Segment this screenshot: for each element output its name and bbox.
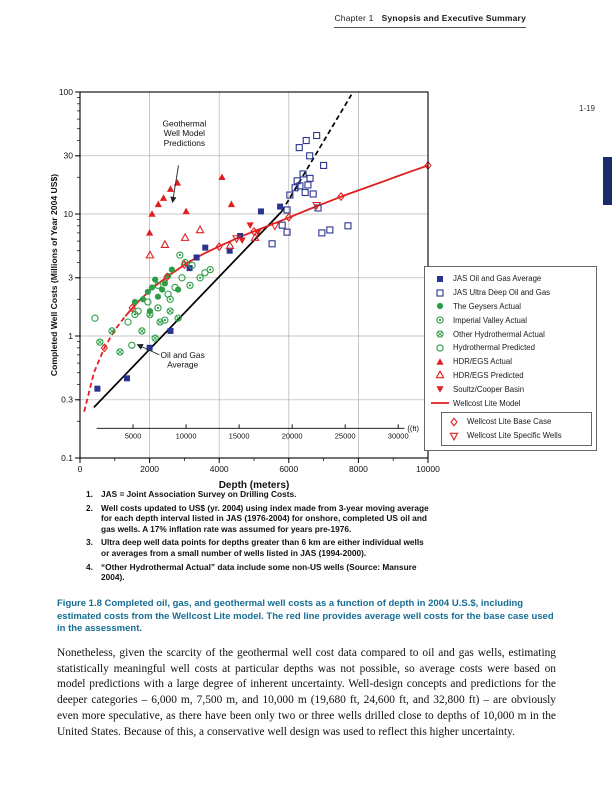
y-tick-label: 3 bbox=[68, 272, 73, 283]
circle-x-marker bbox=[438, 332, 442, 336]
open-circle-marker bbox=[125, 319, 131, 325]
legend-item-label: HDR/EGS Actual bbox=[453, 357, 512, 367]
circle-dot-marker bbox=[199, 277, 201, 279]
filled-square-marker bbox=[94, 386, 100, 392]
open-circle-marker bbox=[202, 270, 208, 276]
filled-square-marker bbox=[202, 245, 208, 251]
chart-data-points bbox=[92, 132, 431, 391]
footnote-text: “Other Hydrothermal Actual” data include some non-US wells (Source: Mansure 2004). bbox=[101, 561, 417, 583]
filled-triangle-down-marker bbox=[436, 387, 443, 394]
filled-triangle-up-marker bbox=[228, 201, 235, 208]
circle-dot-marker bbox=[439, 319, 441, 321]
open-triangle-up-icon bbox=[431, 369, 449, 381]
plot-border bbox=[80, 92, 428, 458]
legend-item bbox=[445, 415, 588, 429]
footnote-number: 3. bbox=[86, 537, 93, 548]
filled-triangle-up-marker bbox=[183, 208, 190, 215]
line-icon bbox=[431, 397, 449, 409]
legend-item-label: JAS Oil and Gas Average bbox=[453, 274, 542, 284]
footnote-item bbox=[86, 537, 432, 558]
filled-triangle-down-icon bbox=[431, 383, 449, 395]
filled-circle-marker bbox=[169, 267, 175, 273]
body-paragraph: Nonetheless, given the scarcity of the geothermal well cost data compared to oil and gas wells, estimating statistically meaningful well costs at particular depths was not possible, so average costs were based on model predictions with a large degree of inherent uncertainty. Well-design concepts and predictions for the deeper categories – 6,000 m, 7,500 m, and 10,000 m (19,680 ft, 24,600 ft, and 32,800 ft) – are obviously even more speculative, as there have been only two or three wells drilled close to depths of 10,000 m in the United States. Because of this, a conservative well design was used to reflect this higher uncertainty. bbox=[57, 647, 556, 738]
ft-tick-label: 30000 bbox=[387, 431, 409, 441]
open-square-marker bbox=[310, 191, 316, 197]
chapter-title: Synopsis and Executive Summary bbox=[381, 13, 526, 23]
x-tick-label: 6000 bbox=[279, 464, 299, 474]
filled-square-marker bbox=[258, 208, 264, 214]
filled-square-marker bbox=[437, 276, 443, 282]
open-triangle-down-icon bbox=[445, 430, 463, 442]
ft-tick-label: 10000 bbox=[175, 431, 197, 441]
ft-tick-label: 15000 bbox=[228, 431, 250, 441]
filled-circle-marker bbox=[155, 294, 161, 300]
legend-item bbox=[445, 429, 588, 443]
filled-square-marker bbox=[167, 328, 173, 334]
open-square-marker bbox=[302, 190, 308, 196]
open-square-marker bbox=[284, 207, 290, 213]
circle-dot-marker bbox=[164, 319, 166, 321]
legend-item bbox=[431, 286, 592, 300]
legend-item bbox=[431, 355, 592, 369]
open-square-marker bbox=[305, 182, 311, 188]
annotation-text: Oil and Gas bbox=[160, 350, 205, 361]
footnote-item bbox=[86, 562, 432, 583]
circle-dot-marker bbox=[157, 307, 159, 309]
open-triangle-up-marker bbox=[181, 234, 188, 241]
annotation-text: Predictions bbox=[163, 137, 206, 148]
open-square-marker bbox=[303, 138, 309, 144]
open-square-marker bbox=[321, 162, 327, 168]
footnote-text: Well costs updated to US$ (yr. 2004) using index made from 3-year moving average for each depth interval listed in JAS (1976-2004) for onshore, completed US oil and gas wells. A 17% inflation rate was assumed for years pre-1976. bbox=[101, 502, 429, 534]
open-triangle-up-marker bbox=[161, 241, 168, 248]
open-circle-marker bbox=[92, 315, 98, 321]
open-square-marker bbox=[296, 145, 302, 151]
x-tick-label: 10000 bbox=[416, 464, 440, 474]
circle-x-marker bbox=[98, 340, 102, 344]
ft-tick-label: 25000 bbox=[334, 431, 356, 441]
legend-item bbox=[431, 382, 592, 396]
figure-caption: Figure 1.8 Completed oil, gas, and geothermal well costs as a function of depth in 2004 U.S.$, including estimated costs from the Wellcost Lite model. The red line provides average well costs for the base case used in the assessment. bbox=[57, 598, 554, 635]
y-tick-label: 10 bbox=[63, 208, 73, 219]
filled-triangle-up-icon bbox=[431, 356, 449, 368]
annotation-text: Average bbox=[167, 359, 199, 370]
circle-x-marker bbox=[168, 309, 172, 313]
legend-item-label: The Geysers Actual bbox=[453, 301, 522, 311]
x-tick-label: 4000 bbox=[209, 464, 229, 474]
filled-triangle-up-marker bbox=[146, 229, 153, 236]
open-square-marker bbox=[269, 241, 275, 247]
footnote-number: 4. bbox=[86, 561, 93, 572]
open-circle-marker bbox=[145, 299, 151, 305]
open-circle-marker bbox=[437, 345, 443, 351]
ft-axis-label: {(ft) bbox=[407, 423, 420, 433]
legend-item bbox=[431, 369, 592, 383]
circle-dot-marker bbox=[189, 284, 191, 286]
filled-circle-marker bbox=[437, 303, 443, 309]
legend-item bbox=[431, 300, 592, 314]
legend-item-label: Soultz/Cooper Basin bbox=[453, 384, 525, 394]
y-axis-title: Completed Well Costs (Millions of Year 2004 US$) bbox=[49, 173, 59, 377]
filled-square-marker bbox=[277, 204, 283, 210]
open-circle-icon bbox=[431, 342, 449, 354]
filled-circle-icon bbox=[431, 300, 449, 312]
filled-triangle-down-marker bbox=[247, 222, 254, 229]
filled-triangle-up-marker bbox=[155, 201, 162, 208]
filled-square-marker bbox=[194, 254, 200, 260]
y-tick-label: 100 bbox=[58, 86, 73, 97]
x-axis-title: Depth (meters) bbox=[218, 480, 290, 491]
open-square-marker bbox=[307, 175, 313, 181]
open-triangle-up-marker bbox=[196, 226, 203, 233]
x-tick-label: 2000 bbox=[140, 464, 160, 474]
page-number: 1-19 bbox=[578, 104, 595, 113]
filled-triangle-up-marker bbox=[160, 194, 167, 201]
legend-item-label: Hydrothermal Predicted bbox=[453, 343, 535, 353]
open-square-marker bbox=[319, 230, 325, 236]
legend-item bbox=[431, 396, 592, 410]
footnote-number: 2. bbox=[86, 502, 93, 513]
filled-triangle-down-marker bbox=[239, 237, 246, 244]
circle-dot-marker bbox=[169, 298, 171, 300]
legend-item-label: Imperial Valley Actual bbox=[453, 315, 527, 325]
open-square-marker bbox=[437, 290, 443, 296]
chart-trend-lines bbox=[84, 95, 428, 412]
y-tick-label: 0.3 bbox=[61, 394, 73, 405]
circle-dot-marker bbox=[179, 254, 181, 256]
chart-gridlines bbox=[80, 92, 428, 458]
open-square-marker bbox=[284, 229, 290, 235]
open-triangle-up-marker bbox=[436, 372, 443, 379]
circle-dot-marker bbox=[209, 269, 211, 271]
legend-item bbox=[431, 272, 592, 286]
ft-tick-label: 5000 bbox=[124, 431, 142, 441]
circle-x-marker bbox=[158, 320, 162, 324]
filled-triangle-up-marker bbox=[167, 185, 174, 192]
open-square-icon bbox=[431, 287, 449, 299]
legend-item-label: Wellcost Lite Model bbox=[453, 398, 521, 408]
x-tick-label: 8000 bbox=[348, 464, 368, 474]
footnote-item bbox=[86, 489, 432, 500]
filled-square-marker bbox=[124, 375, 130, 381]
circle-x-marker bbox=[118, 350, 122, 354]
circle-x-icon bbox=[431, 328, 449, 340]
open-diamond-marker bbox=[451, 418, 457, 425]
filled-circle-marker bbox=[152, 276, 158, 282]
legend-item bbox=[431, 313, 592, 327]
legend-item-label: JAS Ultra Deep Oil and Gas bbox=[453, 288, 551, 298]
open-square-marker bbox=[345, 223, 351, 229]
filled-triangle-up-marker bbox=[436, 358, 443, 365]
y-tick-label: 30 bbox=[63, 150, 73, 161]
legend-item-label: HDR/EGS Predicted bbox=[453, 370, 524, 380]
open-circle-marker bbox=[129, 342, 135, 348]
chapter-label: Chapter 1 bbox=[334, 13, 374, 23]
filled-circle-marker bbox=[149, 284, 155, 290]
chart-legend bbox=[424, 266, 597, 451]
legend-item-label: Wellcost Lite Base Case bbox=[467, 417, 552, 427]
open-triangle-down-marker bbox=[450, 433, 457, 440]
circle-x-marker bbox=[153, 336, 157, 340]
circle-x-marker bbox=[140, 329, 144, 333]
filled-triangle-up-marker bbox=[174, 179, 181, 186]
ft-tick-label: 20000 bbox=[281, 431, 303, 441]
legend-item bbox=[431, 341, 592, 355]
legend-main-items bbox=[431, 272, 592, 410]
annotation-text: Well Model bbox=[163, 128, 206, 139]
footnote-item bbox=[86, 503, 432, 535]
open-diamond-icon bbox=[445, 416, 463, 428]
filled-square-icon bbox=[431, 273, 449, 285]
footnote-text: JAS = Joint Association Survey on Drilling Costs. bbox=[101, 489, 297, 499]
y-tick-label: 0.1 bbox=[61, 452, 73, 463]
y-tick-label: 1 bbox=[68, 330, 73, 341]
open-square-marker bbox=[279, 222, 285, 228]
footnote-text: Ultra deep well data points for depths greater than 6 km are either individual wells or averages from a small number of wells listed in JAS (1994-2000). bbox=[101, 537, 424, 559]
footnote-number: 1. bbox=[86, 489, 93, 499]
chart-axes bbox=[49, 87, 440, 491]
open-square-marker bbox=[314, 132, 320, 138]
legend-item-label: Wellcost Lite Specific Wells bbox=[467, 431, 562, 441]
circle-dot-icon bbox=[431, 314, 449, 326]
footnotes-list bbox=[86, 489, 432, 586]
annotation-text: Geothermal bbox=[162, 118, 207, 129]
legend-boxed-items bbox=[441, 412, 592, 446]
legend-item bbox=[431, 327, 592, 341]
x-tick-label: 0 bbox=[77, 464, 83, 474]
open-square-marker bbox=[327, 227, 333, 233]
legend-item-label: Other Hydrothermal Actual bbox=[453, 329, 545, 339]
